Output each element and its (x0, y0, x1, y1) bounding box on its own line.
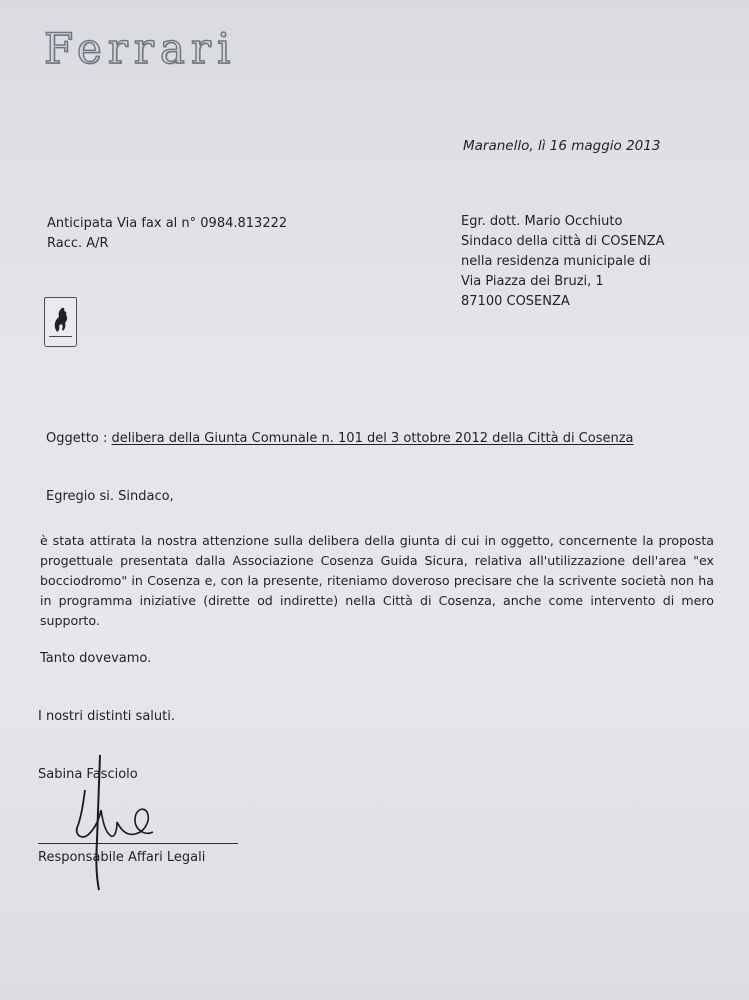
handwritten-signature (55, 750, 195, 900)
recipient-line: Via Piazza dei Bruzi, 1 (461, 274, 604, 289)
signatory-title: Responsabile Affari Legali (38, 850, 206, 865)
subject-line (46, 431, 634, 446)
place-date: Maranello, lì 16 maggio 2013 (463, 138, 661, 154)
mail-type: Racc. A/R (47, 236, 109, 251)
recipient-line: 87100 COSENZA (461, 294, 570, 309)
closing-tanto: Tanto dovevamo. (40, 651, 152, 666)
recipient-line: Sindaco della città di COSENZA (461, 234, 665, 249)
recipient-line: Egr. dott. Mario Occhiuto (461, 214, 623, 229)
closing-saluti: I nostri distinti saluti. (38, 709, 175, 724)
letter-body: è stata attirata la nostra attenzione sulla delibera della giunta di cui in oggetto, concernente la proposta progettuale presentata dalla Associazione Cosenza Guida Sicura, relativa all'utilizzazione dell'area "ex bocciodromo" in Cosenza e, con la presente, riteniamo doveroso precisare che la scrivente società non ha in programma iniziative (dirette od indirette) nella Città di Cosenza, anche come intervento di mero supporto. (40, 533, 714, 628)
salutation: Egregio si. Sindaco, (46, 489, 174, 504)
horse-icon (45, 298, 76, 346)
ferrari-logo: Ferrari (44, 24, 237, 73)
signatory-name: Sabina Fasciolo (38, 767, 138, 782)
prancing-horse-shield-icon (44, 297, 77, 347)
subject-label: Oggetto : (46, 431, 108, 446)
subject-text: delibera della Giunta Comunale n. 101 del 3 ottobre 2012 della Città di Cosenza (111, 431, 634, 446)
fax-line: Anticipata Via fax al n° 0984.813222 (47, 216, 288, 231)
recipient-line: nella residenza municipale di (461, 254, 651, 269)
